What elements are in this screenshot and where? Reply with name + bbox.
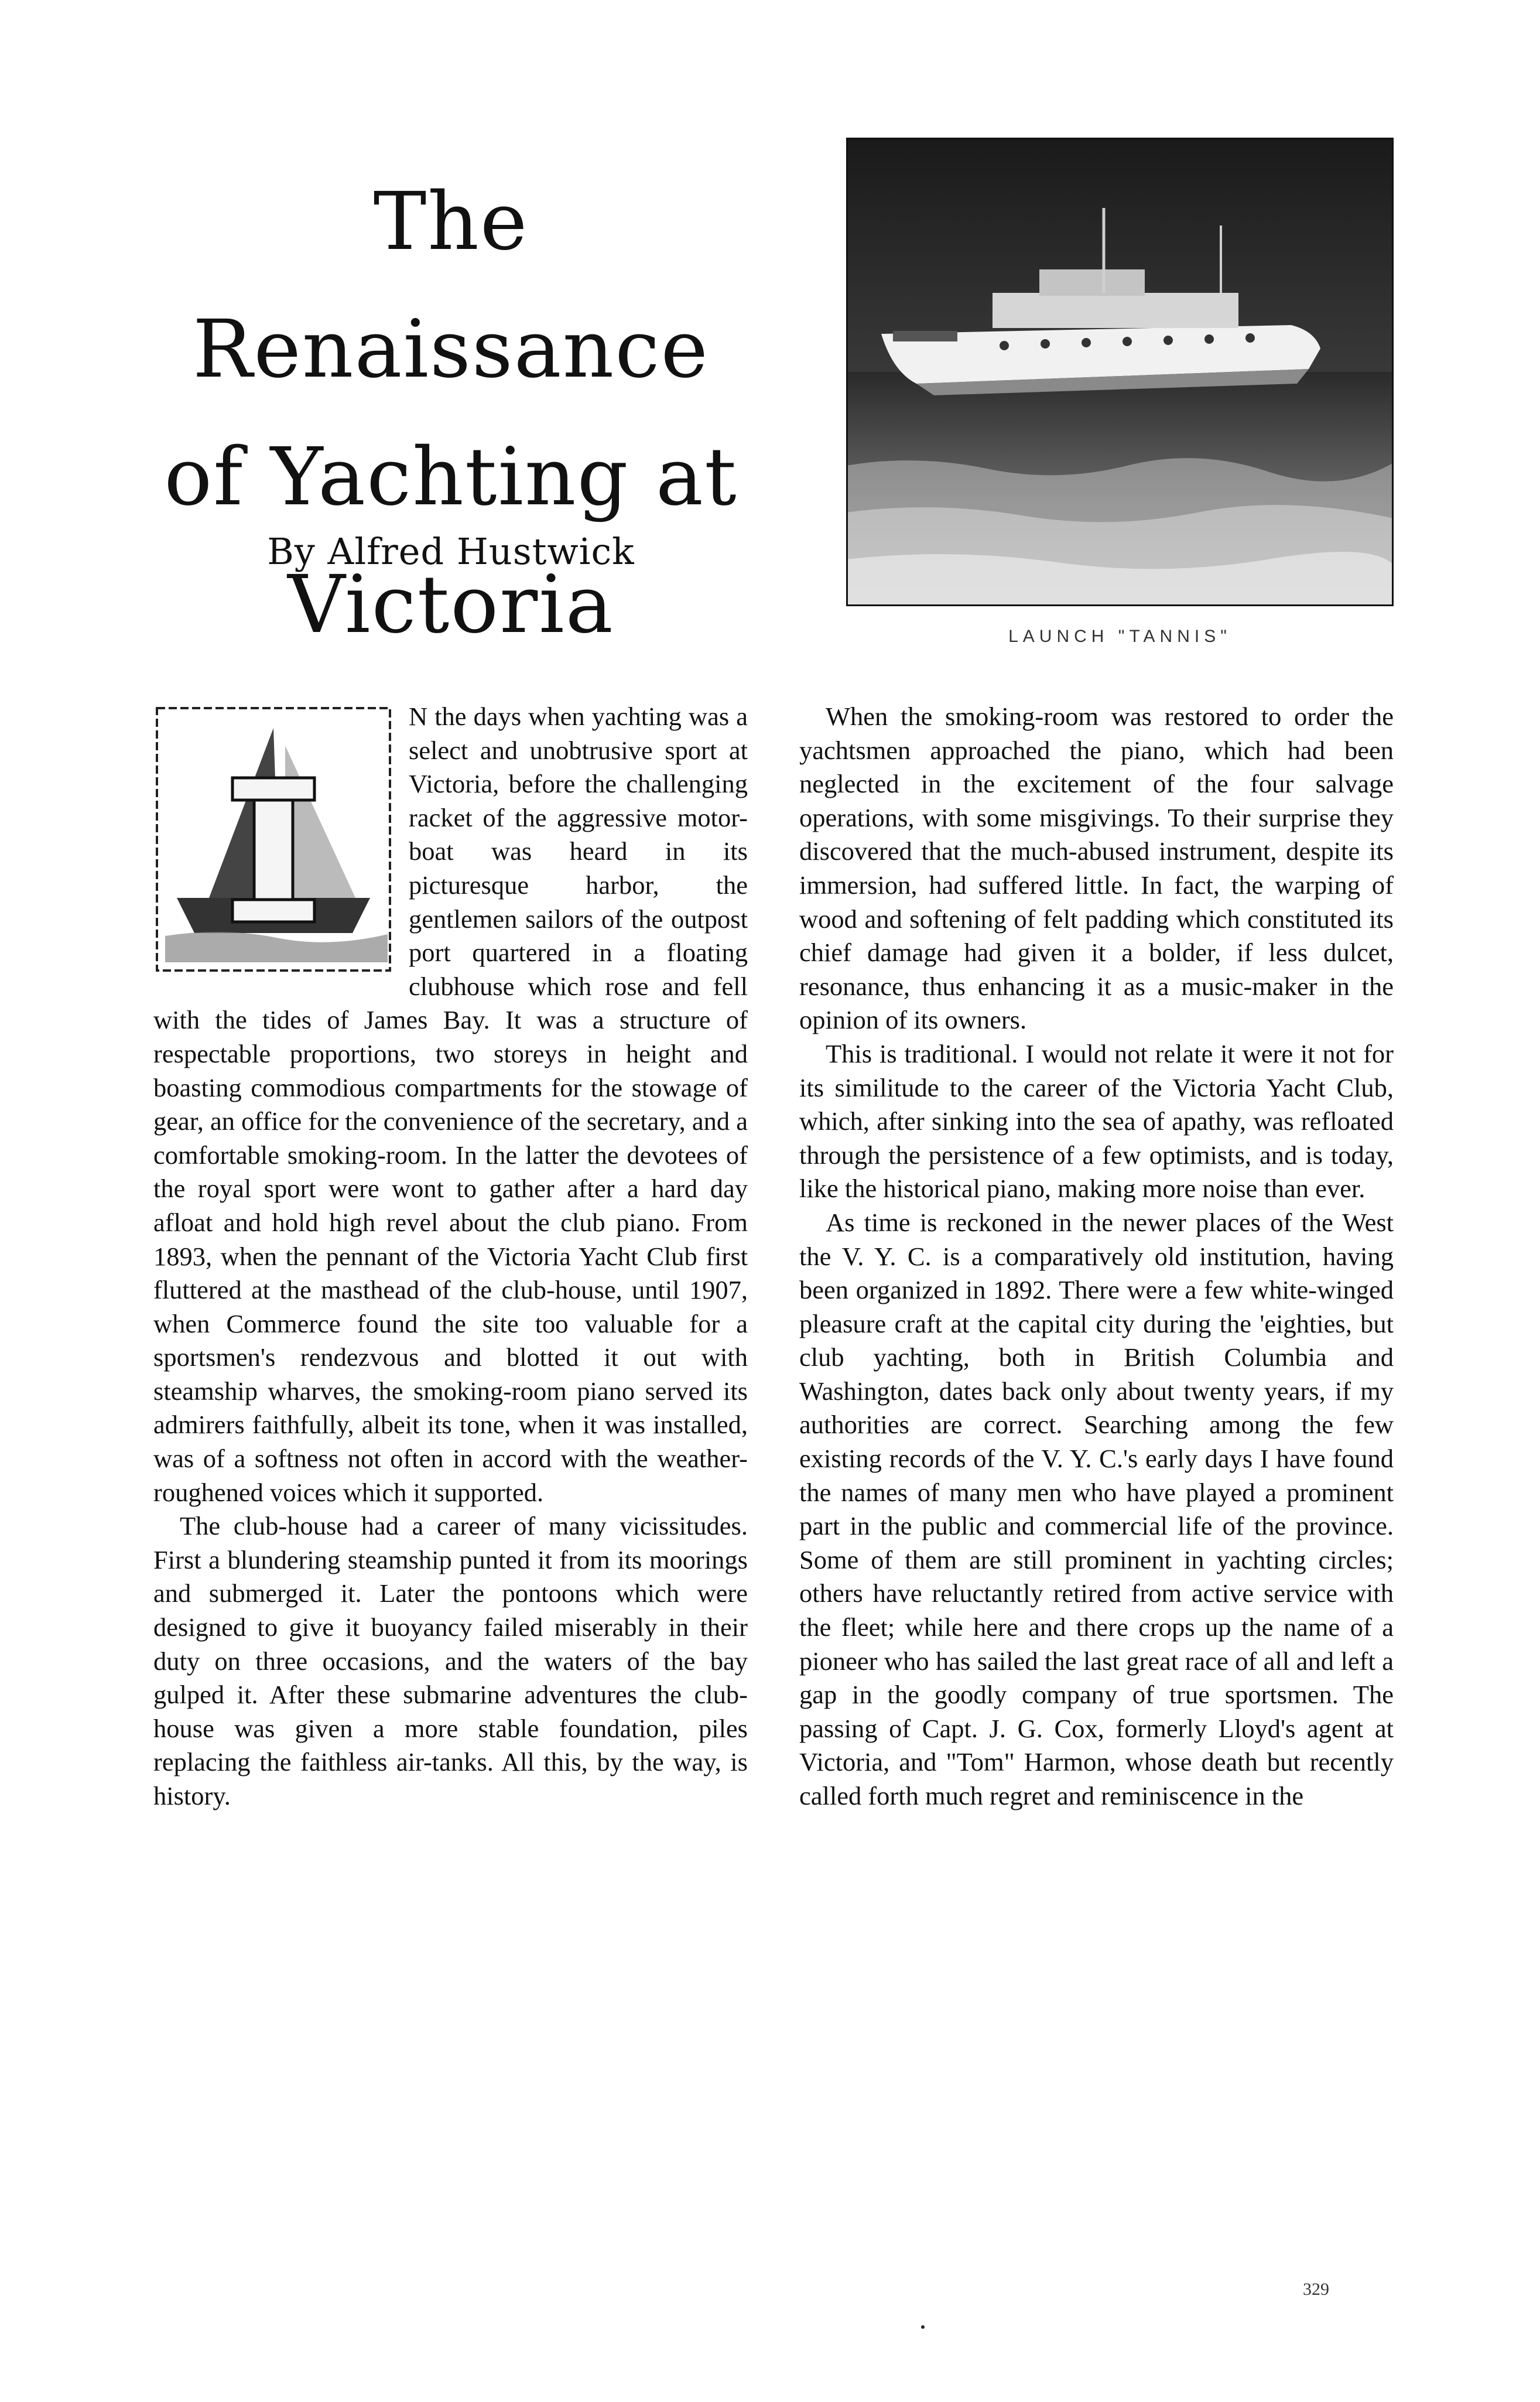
right-paragraph-3: As time is reckoned in the newer places of the West the V. Y. C. is a comparatively old institution, having been organized in 1892. There were a few white-winged pleasure craft at the capital city during the 'eighties, but club yachting, both in British Columbia and Washington, dates back only about twenty years, if my authorities are correct. Searching among the few existing records of the V. Y. C.'s early days I have found the names of many men who have played a prominent part in the public and commercial life of the province. Some of them are still prominent in yachting circles; others have reluctantly retired from active service with the fleet; while here and there crops up the name of a pioneer who has sailed the last great race of all and left a gap in the goodly company of true sportsmen. The passing of Capt. J. G. Cox, formerly Lloyd's agent at Victoria, and "Tom" Harmon, whose death but recently called forth much regret and reminiscence in the xyxy=(799,1207,1394,1810)
right-paragraph-1: When the smoking-room was restored to order the yachtsmen approached the piano, which had been neglected in the excitement of the four salvage operations, with some misgivings. To their surprise they discovered that the much-abused instrument, despite its immersion, had suffered little. In fact, the warping of wood and softening of felt padding which constituted its chief damage had given it a bolder, if less dulcet, resonance, thus enhancing it as a music-maker in the opinion of its owners. xyxy=(799,702,1394,1035)
stray-mark xyxy=(921,2325,925,2329)
right-paragraph-2: This is traditional. I would not relate it were it not for its similitude to the career of the Victoria Yacht Club, which, after sinking into the sea of apathy, was refloated through the persistence of a few optimists, and is today, like the historical piano, making more noise than ever. xyxy=(799,1038,1394,1204)
drop-cap-sailboat-icon xyxy=(153,705,393,974)
photo-caption: LAUNCH "TANNIS" xyxy=(1008,627,1231,646)
left-paragraph-1: N the days when yachting was a select and unobtrusive sport at Victoria, before the challenging racket of the aggressive motor-boat was heard in its picturesque harbor, the gentlemen sailors of the outpost port quartered in a floating clubhouse which rose and fell with the tides of James Bay. It was a structure of respectable proportions, two storeys in height and boasting commodious compartments for the stowage of gear, an office for the convenience of the secretary, and a comfortable smoking-room. In the latter the devotees of the royal sport were wont to gather after a hard day afloat and hold high revel about the club piano. From 1893, when the pennant of the Victoria Yacht Club first fluttered at the masthead of the club-house, until 1907, when Commerce found the site too valuable for a sportsmen's rendezvous and blotted it out with steamship wharves, the smoking-room piano served its admirers faithfully, albeit its tone, when it was installed, was of a softness not often in accord with the weather-roughened voices which it supported. xyxy=(153,702,748,1507)
left-paragraph-2: The club-house had a career of many vicissitudes. First a blundering steamship punted it from its moorings and submerged it. Later the pontoons which were designed to give it buoyancy failed miserably in their duty on three occasions, and the waters of the bay gulped it. After these submarine adventures the club-house was given a more stable foundation, piles replacing the faithless air-tanks. All this, by the way, is history. xyxy=(153,1511,748,1810)
launch-boat-illustration xyxy=(846,138,1394,606)
drop-cap xyxy=(153,705,393,974)
page-number: 329 xyxy=(1303,2280,1329,2299)
article-title xyxy=(117,158,785,669)
title-line-3: Victoria xyxy=(288,559,614,651)
drop-cap-letter: I xyxy=(273,971,274,972)
right-column xyxy=(799,700,1394,1813)
byline: By Alfred Hustwick xyxy=(267,530,635,573)
title-line-1: The Renaissance xyxy=(193,176,709,396)
left-column xyxy=(153,700,748,1813)
title-line-2: of Yachting at xyxy=(164,431,738,524)
launch-photo xyxy=(846,138,1394,606)
